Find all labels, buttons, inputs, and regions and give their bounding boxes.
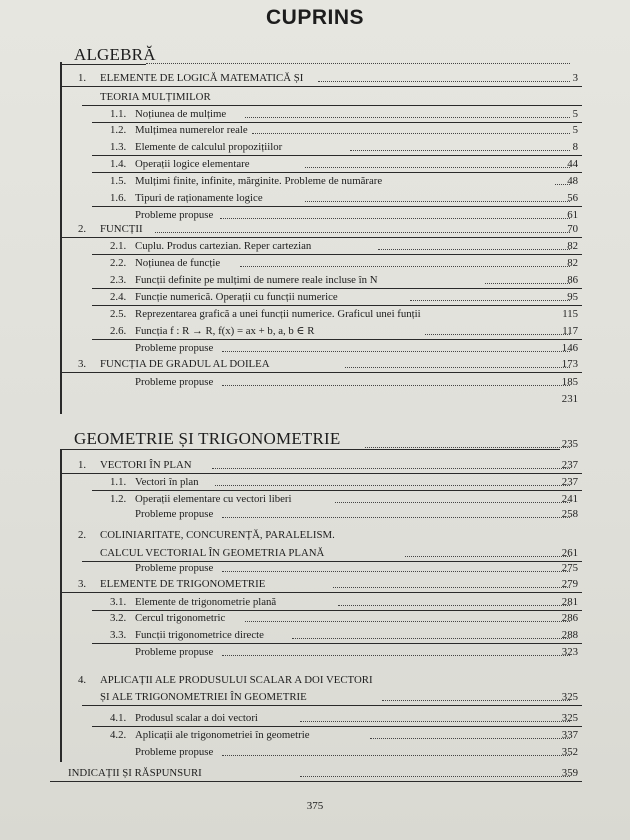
toc-entry[interactable] [0, 190, 630, 206]
page-ref: 5 [572, 124, 578, 136]
entry-title: Probleme propuse [135, 646, 214, 658]
page-ref: 325 [561, 691, 578, 703]
entry-underline [60, 372, 582, 373]
toc-entry[interactable] [0, 289, 630, 305]
entry-number: 1.1. [110, 476, 127, 488]
toc-entry[interactable] [0, 491, 630, 507]
toc-entry[interactable] [0, 644, 630, 660]
toc-entry[interactable] [0, 474, 630, 490]
toc-entry[interactable] [0, 89, 630, 105]
section-geometrie[interactable] [0, 429, 630, 450]
section-label: GEOMETRIE ȘI TRIGONOMETRIE [74, 429, 341, 448]
page-ref: 275 [561, 562, 578, 574]
toc-entry[interactable] [0, 744, 630, 760]
page-ref: 241 [561, 493, 578, 505]
toc-entry[interactable] [0, 710, 630, 726]
leader-dots [245, 621, 570, 622]
entry-number: 1.1. [110, 108, 127, 120]
entry-number: 3.1. [110, 596, 127, 608]
leader-dots [222, 385, 570, 386]
entry-number: 1.6. [110, 192, 127, 204]
toc-entry[interactable] [0, 156, 630, 172]
entry-title: TEORIA MULȚIMILOR [100, 91, 211, 103]
entry-title: Probleme propuse [135, 562, 214, 574]
entry-number: 3.3. [110, 629, 127, 641]
page-ref: 237 [561, 459, 578, 471]
entry-underline [50, 781, 582, 782]
entry-title: Probleme propuse [135, 508, 214, 520]
entry-title: Probleme propuse [135, 342, 214, 354]
entry-title: APLICAȚII ALE PRODUSULUI SCALAR A DOI VECTORI [100, 674, 373, 686]
entry-title: Vectori în plan [135, 476, 199, 488]
section-label: ALGEBRĂ [74, 45, 156, 64]
toc-entry[interactable] [0, 122, 630, 138]
entry-number: 3. [78, 578, 87, 590]
entry-title: VECTORI ÎN PLAN [100, 459, 192, 471]
entry-title: Probleme propuse [135, 376, 214, 388]
leader-dots [240, 266, 570, 267]
entry-underline [60, 592, 582, 593]
entry-title: Funcția f : R → R, f(x) = ax + b, a, b ∈ R [135, 325, 315, 337]
entry-number: 1. [78, 72, 87, 84]
leader-dots [222, 755, 570, 756]
toc-entry[interactable] [0, 173, 630, 189]
page-ref: 337 [561, 729, 578, 741]
toc-entry[interactable] [0, 727, 630, 743]
entry-number: 1.3. [110, 141, 127, 153]
leader-dots [222, 351, 570, 352]
page-ref: 146 [561, 342, 578, 354]
page-ref: 86 [567, 274, 578, 286]
entry-number: 2.1. [110, 240, 127, 252]
toc-entry[interactable] [0, 272, 630, 288]
entry-underline [60, 86, 582, 87]
page-ref: 82 [567, 257, 578, 269]
toc-entry[interactable] [0, 457, 630, 473]
entry-title: Cercul trigonometric [135, 612, 226, 624]
page-ref: 185 [561, 376, 578, 388]
entry-title: Probleme propuse [135, 209, 214, 221]
toc-entry[interactable] [0, 506, 630, 522]
entry-title: Elemente de trigonometrie plană [135, 596, 277, 608]
entry-title: Aplicații ale trigonometriei în geometrie [135, 729, 310, 741]
toc-entry[interactable] [0, 527, 630, 543]
page-ref: 231 [561, 393, 578, 405]
toc-entry[interactable] [0, 255, 630, 271]
toc-entry[interactable] [0, 576, 630, 592]
page-ref: 352 [561, 746, 578, 758]
entry-title: FUNCȚIA DE GRADUL AL DOILEA [100, 358, 270, 370]
toc-entry[interactable] [0, 238, 630, 254]
toc-entry[interactable] [0, 689, 630, 705]
entry-title: Operații elementare cu vectori liberi [135, 493, 292, 505]
entry-title: ȘI ALE TRIGONOMETRIEI ÎN GEOMETRIE [100, 691, 307, 703]
entry-number: 3.2. [110, 612, 127, 624]
toc-entry[interactable] [0, 70, 630, 86]
toc-entry[interactable] [0, 221, 630, 237]
leader-dots [222, 655, 570, 656]
leader-dots [220, 218, 570, 219]
page-ref: 258 [561, 508, 578, 520]
toc-entry[interactable] [0, 545, 630, 561]
page-ref: 288 [561, 629, 578, 641]
toc-entry[interactable] [0, 323, 630, 339]
entry-title: Mulțimi finite, infinite, mărginite. Probleme de numărare [135, 175, 383, 187]
leader-dots [222, 571, 570, 572]
entry-number: 2. [78, 223, 87, 235]
entry-title: Elemente de calculul propozițiilor [135, 141, 283, 153]
entry-number: 2.6. [110, 325, 127, 337]
page-ref: 237 [561, 476, 578, 488]
toc-entry[interactable] [0, 306, 630, 322]
entry-title: Noțiunea de mulțime [135, 108, 227, 120]
toc-entry[interactable] [0, 374, 630, 390]
entry-number: 3. [78, 358, 87, 370]
section-algebra[interactable] [0, 45, 630, 65]
entry-underline [82, 705, 582, 706]
toc-entry[interactable] [0, 139, 630, 155]
entry-title: COLINIARITATE, CONCURENȚĂ, PARALELISM. [100, 529, 335, 541]
leader-dots [252, 133, 570, 134]
page-title: CUPRINS [265, 6, 364, 29]
entry-title: Noțiunea de funcție [135, 257, 221, 269]
entry-number: 2.3. [110, 274, 127, 286]
underline [60, 449, 560, 450]
toc-entry[interactable] [0, 627, 630, 643]
page-ref: 115 [562, 308, 578, 320]
toc-entry[interactable] [0, 594, 630, 610]
toc-entry[interactable] [0, 340, 630, 356]
entry-title: ELEMENTE DE LOGICĂ MATEMATICĂ ȘI [100, 72, 304, 84]
toc-entry[interactable] [0, 610, 630, 626]
leader-dots [215, 485, 570, 486]
page-ref: 56 [567, 192, 578, 204]
entry-number: 1.2. [110, 493, 127, 505]
page-ref: 173 [561, 358, 578, 370]
page-ref: 323 [561, 646, 578, 658]
entry-number: 2.2. [110, 257, 127, 269]
entry-title: Reprezentarea grafică a unei funcții numerice. Graficul unei funții [135, 308, 421, 320]
toc-entry[interactable] [0, 391, 630, 407]
entry-number: 1. [78, 459, 87, 471]
toc-entry[interactable] [0, 560, 630, 576]
page-ref: 286 [561, 612, 578, 624]
entry-number: 4.2. [110, 729, 127, 741]
entry-title: Funcții definite pe mulțimi de numere reale incluse în N [135, 274, 378, 286]
page-ref: 5 [572, 108, 578, 120]
entry-number: 1.4. [110, 158, 127, 170]
page-ref: 325 [561, 712, 578, 724]
page-ref: 3 [572, 72, 578, 84]
entry-title: Mulțimea numerelor reale [135, 124, 248, 136]
entry-title: Operații logice elementare [135, 158, 250, 170]
toc-entry[interactable] [0, 106, 630, 122]
page-ref: 48 [567, 175, 578, 187]
entry-number: 1.5. [110, 175, 127, 187]
entry-number: 2.4. [110, 291, 127, 303]
entry-title: INDICAȚII ȘI RĂSPUNSURI [68, 767, 202, 779]
page-ref: 95 [567, 291, 578, 303]
page-ref: 117 [562, 325, 578, 337]
page-ref: 281 [561, 596, 578, 608]
entry-title: Probleme propuse [135, 746, 214, 758]
entry-title: FUNCȚII [100, 223, 143, 235]
entry-title: Funcții trigonometrice directe [135, 629, 264, 641]
entry-title: Produsul scalar a doi vectori [135, 712, 258, 724]
entry-number: 1.2. [110, 124, 127, 136]
page-ref: 279 [561, 578, 578, 590]
page-ref: 8 [572, 141, 578, 153]
entry-number: 2. [78, 529, 87, 541]
toc-entry[interactable] [0, 672, 630, 688]
page-ref: 261 [561, 547, 578, 559]
leader-dots [222, 517, 570, 518]
leader-dots [245, 117, 570, 118]
toc-entry[interactable] [0, 356, 630, 372]
page-ref: 235 [561, 438, 578, 450]
entry-title: Funcție numerică. Operații cu funcții numerice [135, 291, 338, 303]
entry-title: ELEMENTE DE TRIGONOMETRIE [100, 578, 266, 590]
leader-dots [146, 63, 570, 64]
entry-number: 2.5. [110, 308, 127, 320]
entry-title: Cuplu. Produs cartezian. Reper cartezian [135, 240, 312, 252]
leader-dots [212, 468, 570, 469]
entry-title: Tipuri de raționamente logice [135, 192, 263, 204]
page-ref: 70 [567, 223, 578, 235]
page-ref: 359 [561, 767, 578, 779]
page-ref: 44 [567, 158, 578, 170]
entry-number: 4.1. [110, 712, 127, 724]
page-number: 375 [306, 800, 324, 812]
underline [60, 64, 146, 65]
leader-dots [155, 232, 570, 233]
entry-number: 4. [78, 674, 87, 686]
page-ref: 61 [567, 209, 578, 221]
page-ref: 82 [567, 240, 578, 252]
entry-title: CALCUL VECTORIAL ÎN GEOMETRIA PLANĂ [100, 547, 325, 559]
toc-entry[interactable] [0, 765, 630, 781]
